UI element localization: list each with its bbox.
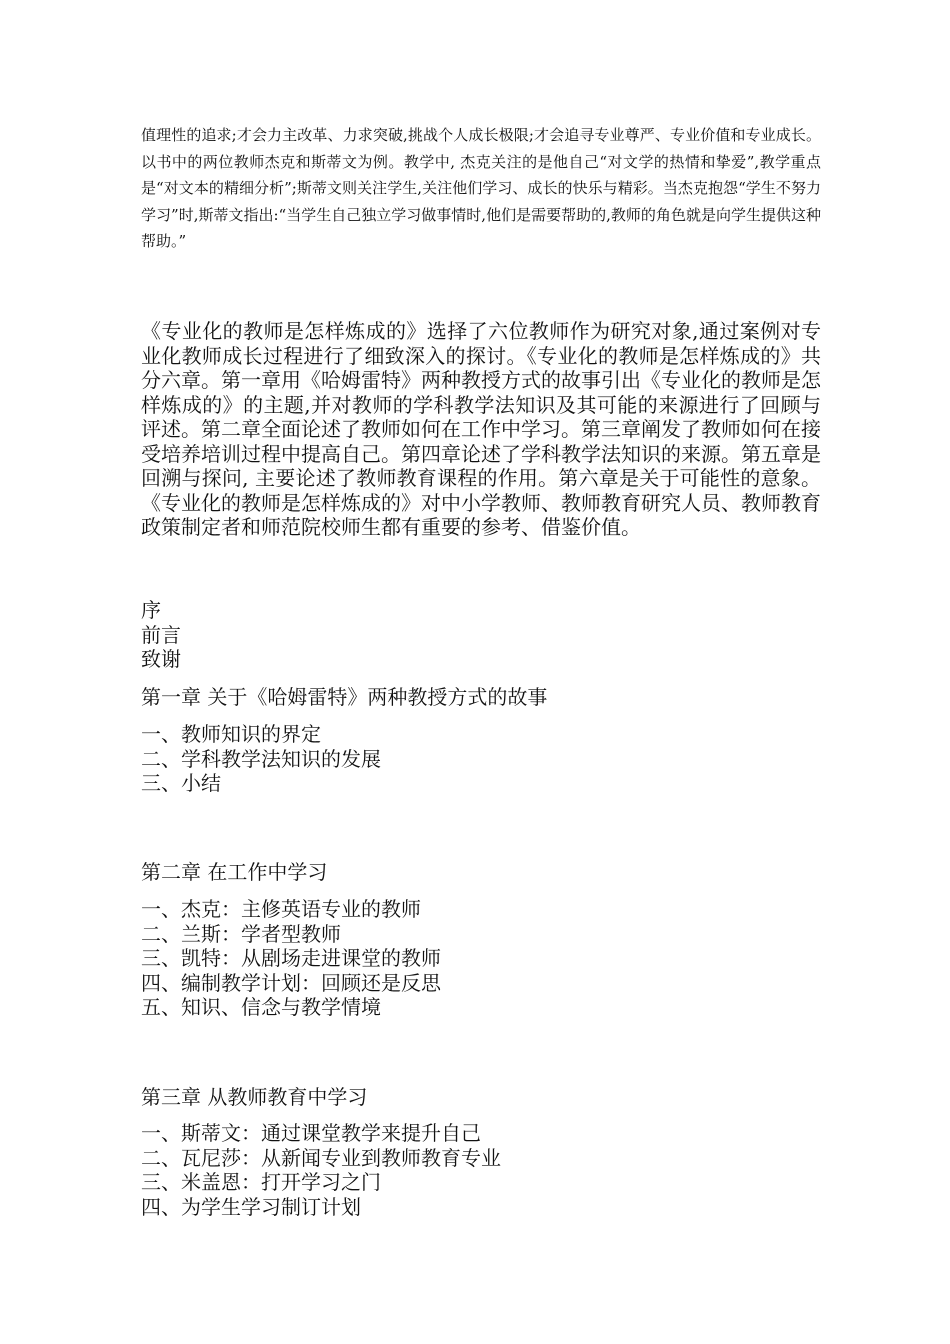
section-item: 一、杰克：主修英语专业的教师 bbox=[141, 897, 421, 921]
chapter-1-sections bbox=[141, 722, 381, 796]
section-item: 二、学科教学法知识的发展 bbox=[141, 746, 381, 771]
section-item: 二、瓦尼莎：从新闻专业到教师教育专业 bbox=[141, 1145, 501, 1170]
section-item: 二、兰斯：学者型教师 bbox=[141, 921, 341, 946]
section-item: 三、凯特：从剧场走进课堂的教师 bbox=[141, 946, 441, 970]
section-item: 一、教师知识的界定 bbox=[141, 722, 321, 746]
chapter-2-title: 第二章 在工作中学习 bbox=[141, 860, 328, 884]
intro-paragraph: 值理性的追求;才会力主改革、力求突破,挑战个人成长极限;才会追寻专业尊严、专业价值和专业成长。以书中的两位教师杰克和斯蒂文为例。教学中, 杰克关注的是他自己“对文学的热情和挚爱”,教学重点是“对文本的精细分析”;斯蒂文则关注学生,关注他们学习、成长的快乐与精彩。当杰克抱怨“学生不努力学习”时,斯蒂文指出:“当学生自己独立学习做事情时,他们是需要帮助的,教师的角色就是向学生提供这种帮助。” bbox=[141, 126, 821, 251]
chapter-3-sections bbox=[141, 1121, 501, 1219]
section-item: 四、为学生学习制订计划 bbox=[141, 1194, 361, 1219]
chapter-3-title: 第三章 从教师教育中学习 bbox=[141, 1085, 368, 1109]
chapter-1-title: 第一章 关于《哈姆雷特》两种教授方式的故事 bbox=[141, 685, 548, 709]
book-summary-paragraph: 《专业化的教师是怎样炼成的》选择了六位教师作为研究对象,通过案例对专业化教师成长过程进行了细致深入的探讨。《专业化的教师是怎样炼成的》共分六章。第一章用《哈姆雷特》两种教授方式的故事引出《专业化的教师是怎样炼成的》的主题,并对教师的学科教学法知识及其可能的来源进行了回顾与评述。第二章全面论述了教师如何在工作中学习。第三章阐发了教师如何在接受培养培训过程中提高自己。第四章论述了学科教学法知识的来源。第五章是回溯与探问, 主要论述了教师教育课程的作用。第六章是关于可能性的意象。《专业化的教师是怎样炼成的》对中小学教师、教师教育研究人员、教师教育政策制定者和师范院校师生都有重要的参考、借鉴价值。 bbox=[141, 319, 821, 539]
section-item: 三、小结 bbox=[141, 771, 221, 795]
section-item: 一、斯蒂文：通过课堂教学来提升自己 bbox=[141, 1121, 481, 1145]
front-matter-item-preface: 序 bbox=[141, 598, 161, 622]
section-item: 四、编制教学计划：回顾还是反思 bbox=[141, 970, 441, 995]
front-matter-item-acknowledgements: 致谢 bbox=[141, 647, 181, 671]
chapter-2-sections bbox=[141, 897, 441, 1020]
front-matter-item-foreword: 前言 bbox=[141, 622, 181, 647]
section-item: 五、知识、信念与教学情境 bbox=[141, 995, 381, 1019]
section-item: 三、米盖恩：打开学习之门 bbox=[141, 1170, 381, 1194]
front-matter-list bbox=[141, 598, 181, 672]
